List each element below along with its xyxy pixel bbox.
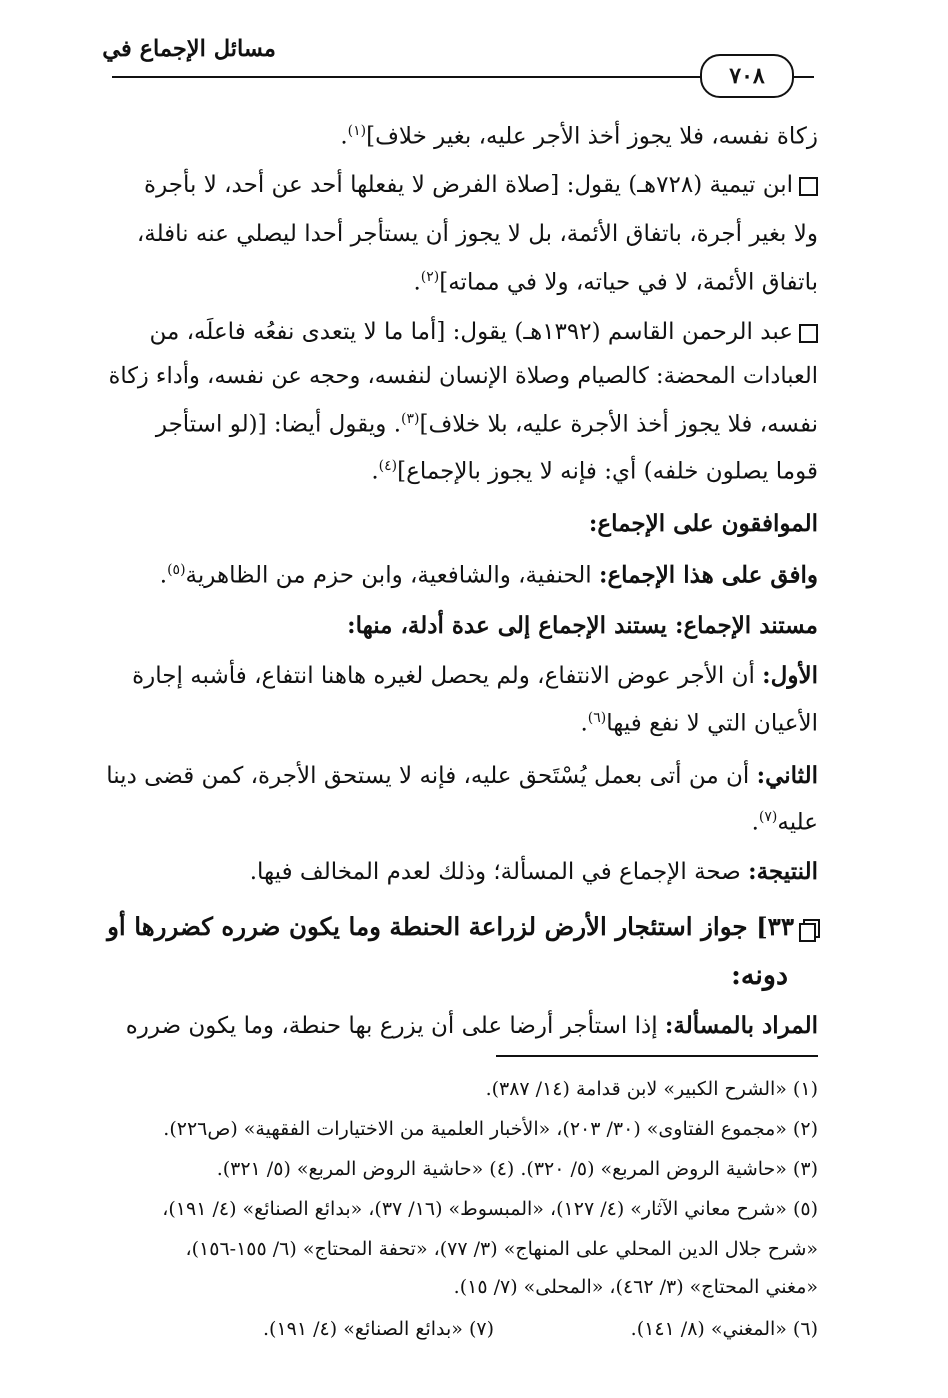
footnote-ref-3: (٣) (401, 411, 420, 427)
checkbox-bullet-icon (799, 177, 818, 196)
footnote-6: (٦) «المغني» (٨/ ١٤١). (630, 1318, 818, 1340)
footnote-ref-2: (٢) (420, 269, 440, 285)
checkbox-bullet-icon (799, 324, 818, 343)
footnote-5-line-3: «مغني المحتاج» (٣/ ٤٦٢)، «المحلى» (٧/ ١٥). (453, 1276, 818, 1298)
footnote-2: (٢) «مجموع الفتاوى» (٣٠/ ٢٠٣)، «الأخبار العلمية من الاختيارات الفقهية» (ص٢٢٦). (163, 1118, 818, 1140)
footnote-ref-1: (١) (347, 123, 367, 139)
first-proof-line-2: الأعيان التي لا نفع فيها$^{(٦)}$. (580, 710, 818, 737)
footnote-ref-5: (٥) (167, 562, 186, 578)
issue-33-heading-line-2: دونه: (730, 960, 788, 991)
basis-line: مستند الإجماع: يستند الإجماع إلى عدة أدلة، منها: (347, 612, 818, 639)
footnote-separator (496, 1055, 818, 1057)
quote-qasim-line-2: العبادات المحضة: كالصيام وصلاة الإنسان لنفسه، وحجه عن نفسه، وأداء زكاة (108, 363, 818, 389)
footnote-1: (١) «الشرح الكبير» لابن قدامة (١٤/ ٣٨٧). (485, 1078, 818, 1100)
footnote-ref-4: (٤) (378, 458, 398, 474)
body-line-1: زكاة نفسه، فلا يجوز أخذ الأجر عليه، بغير خلاف]$^{(١)}$. (340, 123, 818, 150)
footnote-3-4: (٣) «حاشية الروض المربع» (٥/ ٣٢٠). (٤) «حاشية الروض المربع» (٥/ ٣٢١). (216, 1158, 818, 1180)
footnote-ref-7: (٧) (758, 809, 778, 825)
quote-ibn-taymiyyah-line-1: ابن تيمية (٧٢٨هـ) يقول: [صلاة الفرض لا يفعلها أحد عن أحد، لا بأجرة (144, 174, 818, 197)
footnote-ref-6: (٦) (587, 710, 607, 726)
quote-ibn-taymiyyah-line-2: ولا بغير أجرة، باتفاق الأئمة، بل لا يجوز أن يستأجر أحدا ليصلي عنه نافلة، (136, 221, 818, 247)
second-proof-line-2: عليه$^{(٧)}$. (751, 809, 818, 836)
result-line: النتيجة: صحة الإجماع في المسألة؛ وذلك لعدم المخالف فيها. (249, 858, 818, 885)
footnote-7: (٧) «بدائع الصنائع» (٤/ ١٩١). (263, 1318, 494, 1340)
page-number (700, 54, 794, 98)
issue-33-heading-line-1: ٣٣] جواز استئجار الأرض لزراعة الحنطة وما يكون ضرره كضررها أو (107, 912, 820, 941)
footnote-5-line-2: «شرح جلال الدين المحلي على المنهاج» (٣/ ٧٧)، «تحفة المحتاج» (٦/ ١٥٥-١٥٦)، (185, 1238, 818, 1260)
quote-ibn-taymiyyah-line-3: باتفاق الأئمة، لا في حياته، ولا في مماته]$^{(٢)}$. (413, 269, 818, 296)
second-proof-line-1: الثاني: أن من أتى بعمل يُسْتَحق عليه، فإنه لا يستحق الأجرة، كمن قضى دينا (106, 762, 818, 789)
agreeing-line: وافق على هذا الإجماع: الحنفية، والشافعية، وابن حزم من الظاهرية$^{(٥)}$. (159, 561, 818, 589)
first-proof-line-1: الأول: أن الأجر عوض الانتفاع، ولم يحصل لغيره هاهنا انتفاع، فأشبه إجارة (132, 662, 818, 689)
document-icon (802, 919, 820, 939)
footnote-5-line-1: (٥) «شرح معاني الآثار» (٤/ ١٢٧)، «المبسوط» (١٦/ ٣٧)، «بدائع الصنائع» (٤/ ١٩١)، (162, 1198, 818, 1220)
agreeing-heading: الموافقون على الإجماع: (588, 510, 818, 537)
quote-qasim-line-3: نفسه، فلا يجوز أخذ الأجرة عليه، بلا خلاف]$^{(٣)}$. ويقول أيضا: [(لو استأجر (155, 411, 818, 438)
quote-qasim-line-1: عبد الرحمن القاسم (١٣٩٢هـ) يقول: [أما ما لا يتعدى نفعُه فاعلَه، من (149, 321, 818, 344)
page-number-text: ٧٠٨ (729, 63, 765, 89)
header-rule (112, 76, 704, 78)
quote-qasim-line-4: قوما يصلون خلفه) أي: فإنه لا يجوز بالإجماع]$^{(٤)}$. (371, 458, 818, 485)
running-header-title: مسائل الإجماع في (102, 36, 276, 62)
meaning-line: المراد بالمسألة: إذا استأجر أرضا على أن يزرع بها حنطة، وما يكون ضرره (125, 1012, 818, 1039)
